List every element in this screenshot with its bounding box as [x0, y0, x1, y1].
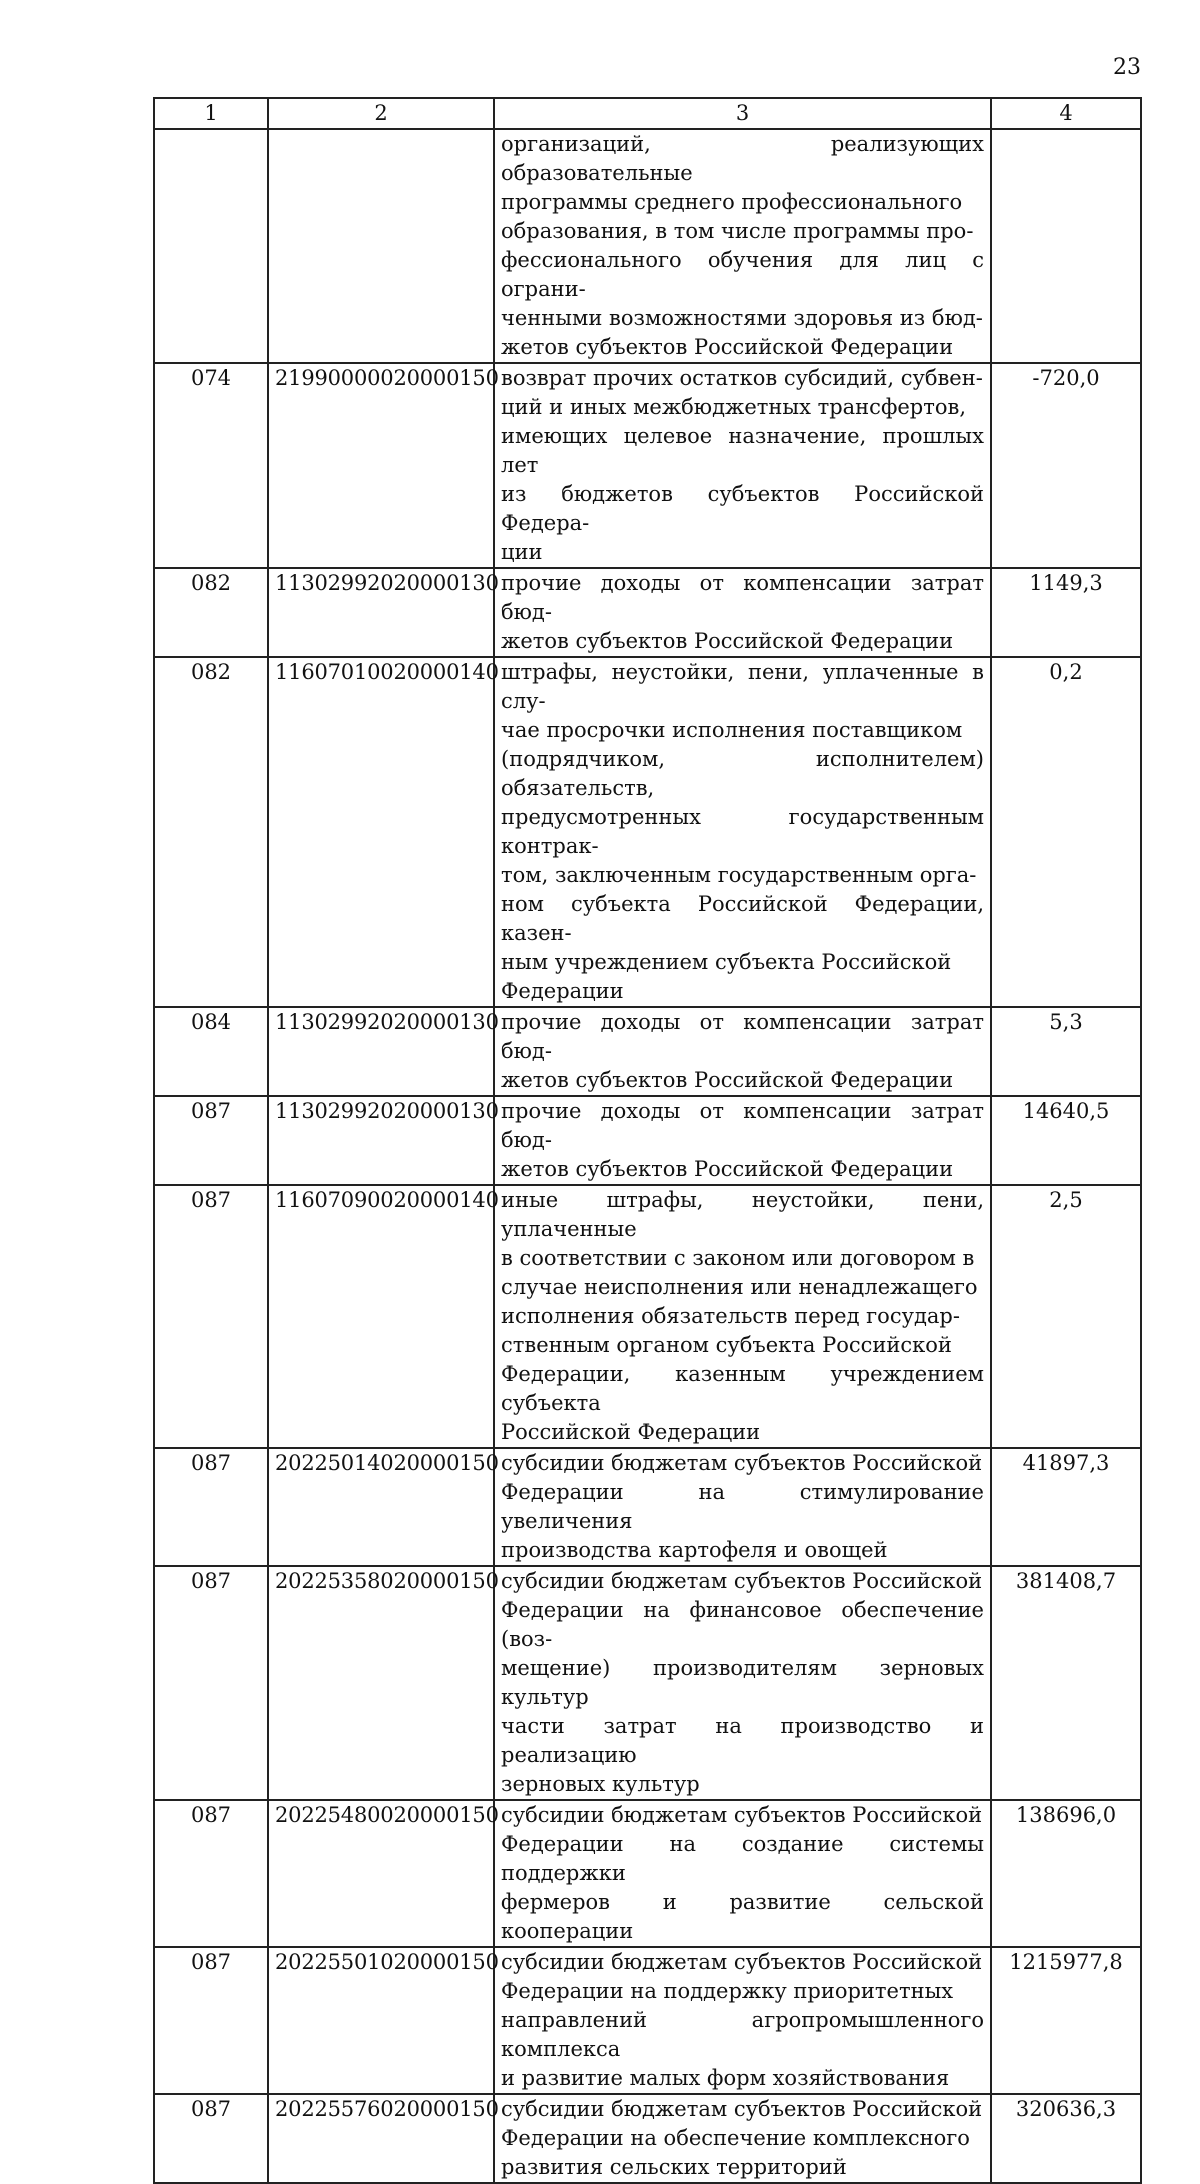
budget-code-cell: 11302992020000130: [268, 1007, 494, 1096]
budget-code-cell: 21990000020000150: [268, 363, 494, 568]
column-header-4: 4: [991, 98, 1141, 129]
amount-cell: 2,5: [991, 1185, 1141, 1448]
description-cell: [494, 568, 991, 657]
amount-cell: 0,2: [991, 657, 1141, 1007]
column-header-2: 2: [268, 98, 494, 129]
description-text: прочие доходы от компенсации затрат бюд- жетов субъектов Российской Федерации: [501, 1010, 984, 1092]
table-body: [154, 129, 1141, 2183]
budget-code-cell: [268, 129, 494, 363]
amount-cell: 41897,3: [991, 1448, 1141, 1566]
table-row: [154, 1007, 1141, 1096]
admin-code-cell: 087: [154, 1448, 268, 1566]
description-text: прочие доходы от компенсации затрат бюд- жетов субъектов Российской Федерации: [501, 571, 984, 653]
description-text: субсидии бюджетам субъектов Российской Федерации на финансовое обеспечение (воз- мещение) производителям зерновых культур части затрат на производство и реализацию зерновых культур: [501, 1569, 984, 1796]
description-cell: [494, 1185, 991, 1448]
amount-cell: 138696,0: [991, 1800, 1141, 1947]
budget-code-cell: 11607010020000140: [268, 657, 494, 1007]
description-text: субсидии бюджетам субъектов Российской Федерации на обеспечение комплексного развития сельских территорий: [501, 2097, 983, 2179]
description-text: организаций, реализующих образовательные программы среднего профессионального образования, в том числе программы про- фессионального обучения для лиц с ограни- ченными возможностями здоровья из бюд- жетов субъектов Российской Федерации: [501, 132, 984, 359]
table-row: [154, 1947, 1141, 2094]
table-row: [154, 1800, 1141, 1947]
description-text: прочие доходы от компенсации затрат бюд- жетов субъектов Российской Федерации: [501, 1099, 984, 1181]
budget-code-cell: 20225014020000150: [268, 1448, 494, 1566]
description-cell: [494, 1007, 991, 1096]
budget-code-cell: 20225501020000150: [268, 1947, 494, 2094]
budget-revenue-table: [153, 97, 1142, 2184]
table-row: [154, 363, 1141, 568]
description-text: субсидии бюджетам субъектов Российской Федерации на поддержку приоритетных направлений агропромышленного комплекса и развитие малых форм хозяйствования: [501, 1950, 984, 2090]
table-row: [154, 657, 1141, 1007]
description-cell: [494, 1947, 991, 2094]
budget-code-cell: 11302992020000130: [268, 568, 494, 657]
budget-code-cell: 20225358020000150: [268, 1566, 494, 1800]
amount-cell: 320636,3: [991, 2094, 1141, 2183]
admin-code-cell: 074: [154, 363, 268, 568]
description-cell: [494, 2094, 991, 2183]
table-row: [154, 1566, 1141, 1800]
table-row: [154, 2094, 1141, 2183]
table-row: [154, 1096, 1141, 1185]
admin-code-cell: [154, 129, 268, 363]
description-text: субсидии бюджетам субъектов Российской Федерации на стимулирование увеличения производства картофеля и овощей: [501, 1451, 984, 1562]
budget-code-cell: 20225480020000150: [268, 1800, 494, 1947]
amount-cell: 1149,3: [991, 568, 1141, 657]
budget-code-cell: 11607090020000140: [268, 1185, 494, 1448]
amount-cell: [991, 129, 1141, 363]
amount-cell: 1215977,8: [991, 1947, 1141, 2094]
admin-code-cell: 087: [154, 1185, 268, 1448]
budget-code-cell: 20225576020000150: [268, 2094, 494, 2183]
admin-code-cell: 087: [154, 1566, 268, 1800]
description-text: штрафы, неустойки, пени, уплаченные в слу- чае просрочки исполнения поставщиком (подрядчиком, исполнителем) обязательств, предусмотренных государственным контрак- том, заключенным государственным орга- ном субъекта Российской Федерации, казен- ным учреждением субъекта Российской Федерации: [501, 660, 984, 1003]
table-row: [154, 1185, 1141, 1448]
header-row: [154, 98, 1141, 129]
amount-cell: 14640,5: [991, 1096, 1141, 1185]
description-cell: [494, 1096, 991, 1185]
page-number: 23: [1113, 55, 1141, 80]
admin-code-cell: 087: [154, 1800, 268, 1947]
description-cell: [494, 1448, 991, 1566]
amount-cell: 5,3: [991, 1007, 1141, 1096]
description-cell: [494, 657, 991, 1007]
budget-code-cell: 11302992020000130: [268, 1096, 494, 1185]
column-header-3: 3: [494, 98, 991, 129]
description-cell: [494, 1800, 991, 1947]
admin-code-cell: 082: [154, 568, 268, 657]
amount-cell: -720,0: [991, 363, 1141, 568]
table-row: [154, 568, 1141, 657]
amount-cell: 381408,7: [991, 1566, 1141, 1800]
column-header-1: 1: [154, 98, 268, 129]
admin-code-cell: 087: [154, 1096, 268, 1185]
description-text: субсидии бюджетам субъектов Российской Федерации на создание системы поддержки фермеров и развитие сельской кооперации: [501, 1803, 984, 1943]
table-row: [154, 1448, 1141, 1566]
admin-code-cell: 084: [154, 1007, 268, 1096]
description-cell: [494, 1566, 991, 1800]
admin-code-cell: 082: [154, 657, 268, 1007]
description-text: иные штрафы, неустойки, пени, уплаченные в соответствии с законом или договором в случае неисполнения или ненадлежащего исполнения обязательств перед государ- ственным органом субъекта Российской Федерации, казенным учреждением субъекта Российской Федерации: [501, 1188, 984, 1444]
admin-code-cell: 087: [154, 2094, 268, 2183]
table-header: [154, 98, 1141, 129]
table-row: [154, 129, 1141, 363]
description-cell: [494, 363, 991, 568]
description-cell: [494, 129, 991, 363]
description-text: возврат прочих остатков субсидий, субвен- ций и иных межбюджетных трансфертов, имеющих целевое назначение, прошлых лет из бюджетов субъектов Российской Федера- ции: [501, 366, 984, 564]
admin-code-cell: 087: [154, 1947, 268, 2094]
